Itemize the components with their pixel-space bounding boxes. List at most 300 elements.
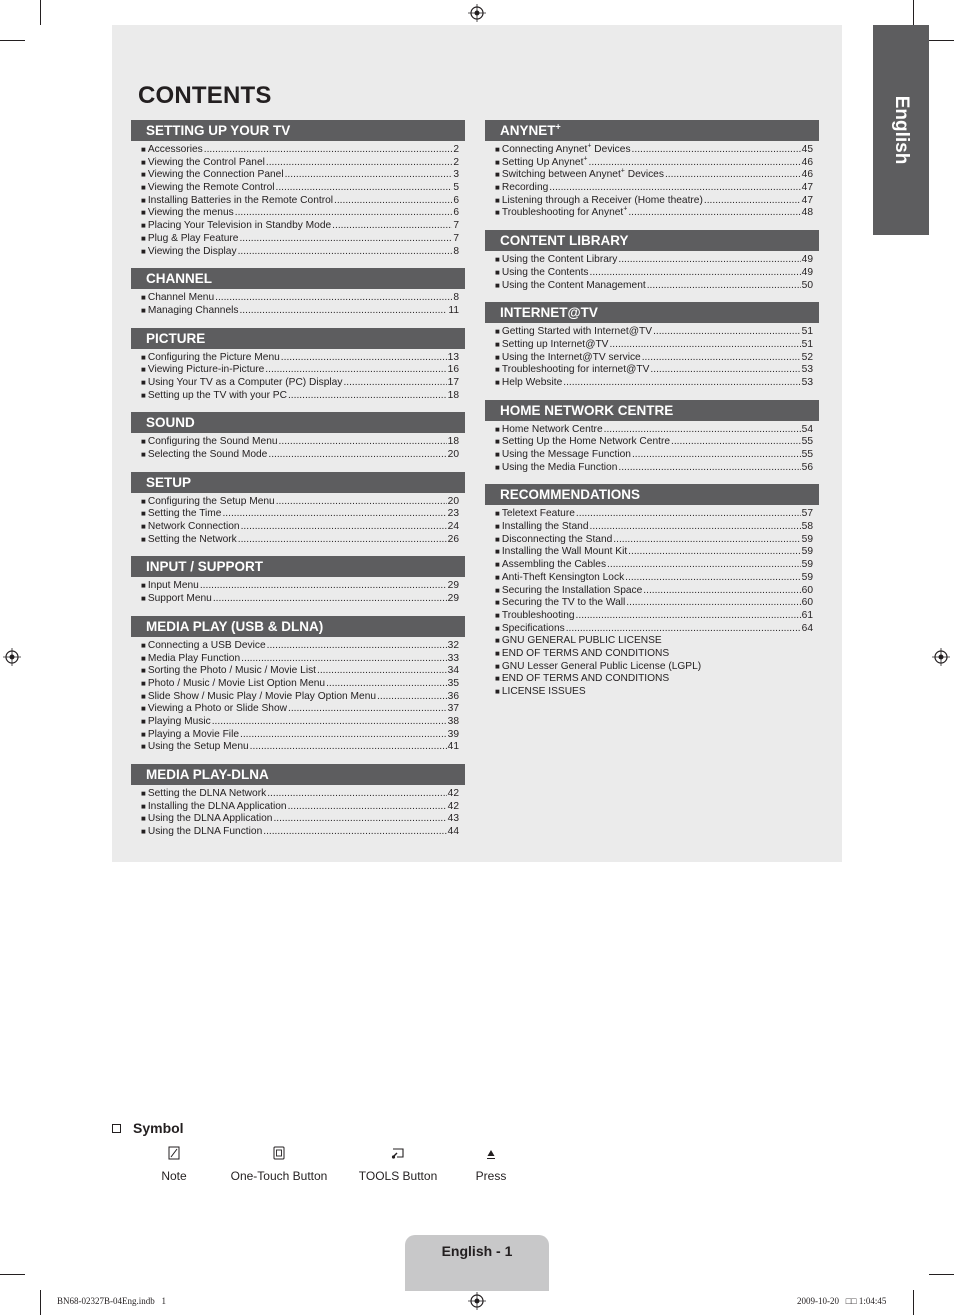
toc-entry <box>495 686 813 699</box>
toc-entry <box>141 593 459 606</box>
toc-entry-label: Placing Your Television in Standby Mode <box>147 220 332 232</box>
toc-entry-label: LICENSE ISSUES <box>501 686 586 697</box>
toc-page-number: 45 <box>801 144 813 155</box>
toc-leader-dots <box>276 182 453 195</box>
toc-leader-dots <box>609 339 800 352</box>
toc-entry <box>495 534 813 547</box>
toc-entry-label: Playing Music <box>147 715 211 727</box>
toc-page-number: 3 <box>453 169 459 181</box>
toc-entry <box>141 508 459 521</box>
toc-entry <box>495 559 813 572</box>
toc-entry-label: Installing Batteries in the Remote Control <box>147 194 334 206</box>
toc-page-number: 18 <box>447 436 459 448</box>
toc-entry-label: Assembling the Cables <box>501 559 607 571</box>
toc-entry-label: Network Connection <box>147 521 240 533</box>
toc-entry <box>141 169 459 182</box>
toc-page-number: 47 <box>801 194 813 206</box>
toc-entry <box>141 220 459 233</box>
symbol-press <box>468 1146 514 1183</box>
square-bullet-icon: ■ <box>141 534 146 544</box>
square-bullet-icon: ■ <box>495 598 500 608</box>
toc-page-number: 18 <box>447 389 459 401</box>
toc-page-number: 36 <box>447 690 459 702</box>
toc-entry <box>141 352 459 365</box>
page-number-label: English - 1 <box>441 1243 513 1259</box>
square-bullet-icon: ■ <box>495 377 500 387</box>
toc-entry <box>141 144 459 157</box>
toc-leader-dots <box>265 364 446 377</box>
toc-page-number: 44 <box>447 826 459 838</box>
square-bullet-icon: ■ <box>495 424 500 434</box>
toc-entry <box>141 580 459 593</box>
toc-leader-dots <box>263 826 446 839</box>
toc-section-heading: CHANNEL <box>131 268 465 289</box>
square-bullet-icon: ■ <box>141 594 146 604</box>
square-bullet-icon: ■ <box>495 547 500 557</box>
toc-entry <box>141 788 459 801</box>
toc-entry-label: Listening through a Receiver (Home theatre) <box>501 194 703 206</box>
toc-page-number: 49 <box>801 266 813 278</box>
one-touch-button-icon <box>273 1146 285 1160</box>
toc-entry-label: Installing the Stand <box>501 521 589 533</box>
toc-leader-dots <box>647 280 801 293</box>
crop-mark <box>40 0 41 25</box>
square-bullet-icon: ■ <box>141 704 146 714</box>
toc-entry-label: Using the Media Function <box>501 461 618 473</box>
square-bullet-icon: ■ <box>495 509 500 519</box>
toc-section <box>485 230 819 292</box>
toc-entry-label: Viewing Picture-in-Picture <box>147 364 265 376</box>
toc-leader-dots <box>239 233 452 246</box>
toc-page-number: 53 <box>801 364 813 376</box>
toc-leader-dots <box>268 449 446 462</box>
toc-entry <box>495 436 813 449</box>
toc-entry-label: Setting the Time <box>147 508 222 520</box>
toc-section <box>131 268 465 317</box>
square-bullet-icon: ■ <box>495 183 500 193</box>
toc-entry <box>141 801 459 814</box>
toc-entry-label: Using the Content Management <box>501 279 646 291</box>
toc-entry-label: Viewing the Control Panel <box>147 156 265 168</box>
toc-entry <box>495 326 813 339</box>
toc-leader-dots <box>241 653 447 666</box>
toc-page-number: 33 <box>447 652 459 664</box>
toc-leader-dots <box>222 508 446 521</box>
toc-list <box>131 496 465 547</box>
toc-entry <box>141 390 459 403</box>
toc-entry-label: Using the DLNA Application <box>147 813 273 825</box>
toc-page-number: 32 <box>447 639 459 651</box>
toc-entry-label: Managing Channels <box>147 304 239 316</box>
toc-entry-label: Viewing the menus <box>147 207 234 219</box>
toc-leader-dots <box>334 195 452 208</box>
toc-list <box>131 352 465 403</box>
square-bullet-icon: ■ <box>141 437 146 447</box>
toc-leader-dots <box>377 691 447 704</box>
toc-entry-label: Setting Up the Home Network Centre <box>501 436 671 448</box>
toc-leader-dots <box>281 352 447 365</box>
crop-mark <box>0 1274 25 1275</box>
toc-entry-label: Securing the TV to the Wall <box>501 597 626 609</box>
toc-list <box>485 508 819 698</box>
square-bullet-icon: ■ <box>141 716 146 726</box>
toc-leader-dots <box>215 292 452 305</box>
toc-section <box>485 120 819 220</box>
registration-mark-icon <box>932 648 950 666</box>
press-icon <box>486 1146 496 1160</box>
toc-page-number: 42 <box>447 788 459 799</box>
symbol-heading-label: Symbol <box>133 1120 184 1136</box>
footer-file-name: BN68-02327B-04Eng.indb 1 <box>57 1296 166 1306</box>
square-bullet-icon: ■ <box>495 450 500 459</box>
square-bullet-icon: ■ <box>141 691 146 701</box>
toc-entry-label: Input Menu <box>147 580 199 592</box>
toc-entry-label: Media Play Function <box>147 652 241 664</box>
toc-entry-label: Viewing a Photo or Slide Show <box>147 703 287 715</box>
toc-page-number: 53 <box>801 376 813 388</box>
toc-section-heading: SOUND <box>131 412 465 433</box>
toc-page-number: 24 <box>447 521 459 533</box>
toc-entry <box>141 813 459 826</box>
toc-leader-dots <box>285 169 453 182</box>
toc-list <box>485 144 819 220</box>
toc-page-number: 59 <box>801 571 813 583</box>
toc-entry <box>141 292 459 305</box>
symbol-note <box>150 1146 198 1183</box>
toc-entry <box>495 648 813 661</box>
toc-entry <box>495 462 813 475</box>
toc-leader-dots <box>200 580 447 593</box>
square-bullet-icon: ■ <box>141 666 146 676</box>
toc-section-heading: HOME NETWORK CENTRE <box>485 400 819 421</box>
square-bullet-icon: ■ <box>141 789 146 798</box>
toc-leader-dots <box>326 678 447 691</box>
square-bullet-icon: ■ <box>495 610 500 620</box>
toc-entry <box>495 424 813 437</box>
toc-entry-label: Accessories <box>147 144 203 155</box>
crop-mark <box>913 0 914 25</box>
square-bullet-icon: ■ <box>141 496 146 506</box>
toc-page-number: 6 <box>453 207 459 219</box>
toc-leader-dots <box>566 623 801 636</box>
toc-entry-label: Installing the DLNA Application <box>147 800 287 812</box>
toc-leader-dots <box>288 390 447 403</box>
toc-entry <box>141 496 459 509</box>
toc-entry-label: Plug & Play Feature <box>147 232 239 244</box>
toc-leader-dots <box>671 436 801 449</box>
toc-entry-label: END OF TERMS AND CONDITIONS <box>501 673 670 685</box>
toc-entry <box>141 207 459 220</box>
toc-section-heading: ANYNET+ <box>485 120 819 141</box>
toc-entry <box>495 254 813 267</box>
toc-entry-label: Using the Content Library <box>501 254 618 266</box>
crop-mark <box>929 1274 954 1275</box>
toc-section <box>131 328 465 403</box>
toc-page-number: 6 <box>453 194 459 206</box>
toc-entry <box>141 653 459 666</box>
toc-page-number: 59 <box>801 533 813 545</box>
language-tab-label: English <box>891 95 912 165</box>
square-bullet-icon: ■ <box>495 687 500 696</box>
toc-page-number: 8 <box>453 292 459 304</box>
toc-leader-dots <box>279 436 447 449</box>
toc-entry-label: Setting up Internet@TV <box>501 338 609 350</box>
toc-entry-label: Slide Show / Music Play / Movie Play Option Menu <box>147 690 377 702</box>
toc-page-number: 42 <box>447 800 459 812</box>
toc-entry-label: GNU Lesser General Public License (LGPL) <box>501 660 702 672</box>
toc-entry-label: Using the DLNA Function <box>147 826 263 838</box>
square-bullet-icon: ■ <box>495 365 500 375</box>
toc-page-number: 49 <box>801 254 813 266</box>
toc-entry-label: Using Your TV as a Computer (PC) Display <box>147 376 343 388</box>
square-bullet-icon: ■ <box>495 339 500 349</box>
toc-page-number: 57 <box>801 508 813 520</box>
toc-section <box>131 764 465 839</box>
toc-entry-label: Getting Started with Internet@TV <box>501 326 653 338</box>
toc-page-number: 50 <box>801 279 813 291</box>
toc-entry <box>141 716 459 729</box>
toc-section-heading: INTERNET@TV <box>485 302 819 323</box>
toc-entry <box>495 352 813 365</box>
toc-entry <box>141 678 459 691</box>
square-bullet-icon: ■ <box>141 390 146 400</box>
toc-entry <box>141 640 459 653</box>
square-bullet-icon: ■ <box>141 581 146 591</box>
toc-section <box>131 472 465 547</box>
toc-entry-label: Support Menu <box>147 593 212 605</box>
toc-entry <box>141 377 459 390</box>
toc-leader-dots <box>650 364 800 377</box>
toc-page-number: 37 <box>447 703 459 715</box>
square-bullet-icon: ■ <box>495 462 500 472</box>
toc-page-number: 64 <box>801 622 813 634</box>
registration-mark-icon <box>3 648 21 666</box>
toc-entry-label: Viewing the Display <box>147 245 237 257</box>
toc-leader-dots <box>266 157 452 170</box>
toc-page-number: 55 <box>801 449 813 460</box>
symbol-heading <box>112 1120 184 1136</box>
symbol-tools <box>352 1146 444 1183</box>
toc-entry-label: Disconnecting the Stand <box>501 533 613 545</box>
toc-page-number: 56 <box>801 461 813 473</box>
toc-section <box>131 616 465 754</box>
toc-entry-label: Connecting Anynet+ Devices <box>501 142 631 155</box>
toc-page-number: 61 <box>801 609 813 621</box>
toc-leader-dots <box>642 352 801 365</box>
toc-section-heading: SETTING UP YOUR TV <box>131 120 465 141</box>
square-bullet-icon: ■ <box>141 509 146 519</box>
contents-right-column <box>485 120 819 709</box>
toc-entry-label: Setting the DLNA Network <box>147 788 267 799</box>
toc-page-number: 43 <box>447 813 459 825</box>
toc-leader-dots <box>590 521 801 534</box>
toc-entry-label: Recording <box>501 182 549 194</box>
toc-entry-label: Installing the Wall Mount Kit <box>501 546 628 558</box>
toc-entry-label: Playing a Movie File <box>147 728 240 740</box>
toc-section-heading: INPUT / SUPPORT <box>131 556 465 577</box>
square-bullet-icon: ■ <box>141 195 146 205</box>
toc-entry <box>141 246 459 259</box>
toc-entry <box>495 597 813 610</box>
toc-page-number: 20 <box>447 495 459 507</box>
toc-entry <box>495 339 813 352</box>
symbol-one-touch <box>223 1146 335 1183</box>
toc-leader-dots <box>626 597 800 610</box>
toc-entry-label: Viewing the Remote Control <box>147 182 275 194</box>
toc-leader-dots <box>267 640 447 653</box>
toc-section <box>131 412 465 461</box>
toc-page-number: 5 <box>453 182 459 194</box>
crop-mark <box>929 40 954 41</box>
toc-page-number: 60 <box>801 597 813 609</box>
square-bullet-icon: ■ <box>141 305 146 315</box>
toc-leader-dots <box>704 195 801 208</box>
toc-section-heading: SETUP <box>131 472 465 493</box>
toc-leader-dots <box>288 801 447 814</box>
toc-page-number: 13 <box>447 351 459 363</box>
toc-leader-dots <box>590 267 801 280</box>
toc-page-number: 34 <box>447 665 459 677</box>
toc-entry <box>495 635 813 648</box>
toc-leader-dots <box>250 741 447 754</box>
toc-entry <box>495 521 813 534</box>
toc-entry <box>141 449 459 462</box>
square-bullet-icon: ■ <box>495 280 500 290</box>
toc-entry <box>495 144 813 157</box>
square-bullet-icon: ■ <box>141 729 146 739</box>
square-bullet-icon: ■ <box>141 678 146 688</box>
toc-section <box>485 302 819 389</box>
toc-entry <box>495 364 813 377</box>
toc-list <box>131 580 465 605</box>
square-bullet-icon: ■ <box>141 522 146 532</box>
toc-entry-label: Selecting the Sound Mode <box>147 449 268 460</box>
toc-leader-dots <box>317 665 447 678</box>
page-number-badge <box>405 1235 549 1291</box>
toc-page-number: 29 <box>447 580 459 592</box>
toc-list <box>485 326 819 389</box>
toc-entry-label: Setting the Network <box>147 533 237 545</box>
square-bullet-icon: ■ <box>495 208 500 218</box>
toc-entry <box>495 546 813 559</box>
toc-list <box>131 436 465 461</box>
toc-leader-dots <box>576 610 801 623</box>
checkbox-square-icon <box>112 1124 121 1133</box>
square-bullet-icon: ■ <box>141 653 146 663</box>
square-bullet-icon: ■ <box>495 572 500 582</box>
toc-entry-label: Home Network Centre <box>501 423 603 435</box>
toc-leader-dots <box>235 207 453 220</box>
square-bullet-icon: ■ <box>141 450 146 459</box>
toc-entry-label: Specifications <box>501 622 565 634</box>
square-bullet-icon: ■ <box>141 246 146 256</box>
symbol-note-label: Note <box>161 1169 187 1183</box>
toc-leader-dots <box>239 305 447 318</box>
square-bullet-icon: ■ <box>141 157 146 167</box>
toc-entry <box>141 534 459 547</box>
toc-leader-dots <box>607 559 801 572</box>
toc-section <box>485 400 819 475</box>
toc-leader-dots <box>343 377 446 390</box>
crop-mark <box>913 1290 914 1315</box>
toc-leader-dots <box>604 424 801 437</box>
toc-entry-label: Troubleshooting for internet@TV <box>501 364 650 376</box>
toc-leader-dots <box>332 220 452 233</box>
toc-entry-label: GNU GENERAL PUBLIC LICENSE <box>501 635 662 647</box>
page-title: CONTENTS <box>138 82 272 109</box>
toc-leader-dots <box>618 254 800 267</box>
toc-entry <box>495 195 813 208</box>
toc-page-number: 7 <box>453 220 459 232</box>
toc-entry-label: Help Website <box>501 376 563 388</box>
toc-leader-dots <box>643 585 800 598</box>
toc-page-number: 26 <box>447 533 459 545</box>
toc-entry-label: Using the Setup Menu <box>147 741 249 753</box>
toc-entry-label: Photo / Music / Movie List Option Menu <box>147 677 326 689</box>
tools-button-icon <box>391 1146 405 1160</box>
square-bullet-icon: ■ <box>141 293 146 303</box>
toc-page-number: 48 <box>801 207 813 219</box>
registration-mark-icon <box>468 4 486 22</box>
toc-leader-dots <box>628 546 800 559</box>
toc-list <box>485 254 819 292</box>
toc-leader-dots <box>212 716 447 729</box>
toc-entry-label: Anti-Theft Kensington Lock <box>501 571 625 583</box>
toc-leader-dots <box>238 246 453 259</box>
toc-page-number: 38 <box>447 715 459 727</box>
toc-entry-label: Using the Contents <box>501 266 589 278</box>
toc-section-heading: PICTURE <box>131 328 465 349</box>
toc-entry <box>141 436 459 449</box>
toc-entry <box>495 267 813 280</box>
square-bullet-icon: ■ <box>495 534 500 544</box>
square-bullet-icon: ■ <box>495 648 500 658</box>
toc-leader-dots <box>238 534 447 547</box>
toc-leader-dots <box>632 449 801 462</box>
square-bullet-icon: ■ <box>141 352 146 362</box>
footer-timestamp: 2009-10-20 □□ 1:04:45 <box>797 1296 887 1306</box>
toc-entry <box>495 169 813 182</box>
square-bullet-icon: ■ <box>495 585 500 595</box>
toc-entry <box>495 377 813 390</box>
toc-entry <box>141 233 459 246</box>
language-tab <box>873 25 929 235</box>
toc-entry <box>141 826 459 839</box>
toc-entry <box>495 182 813 195</box>
toc-entry <box>141 182 459 195</box>
square-bullet-icon: ■ <box>495 661 500 671</box>
toc-entry <box>495 572 813 585</box>
toc-leader-dots <box>240 729 447 742</box>
toc-entry-label: Troubleshooting for Anynet+ <box>501 206 628 219</box>
toc-entry-label: Configuring the Sound Menu <box>147 436 278 448</box>
square-bullet-icon: ■ <box>495 255 500 265</box>
toc-leader-dots <box>213 593 447 606</box>
toc-page-number: 16 <box>447 364 459 376</box>
square-bullet-icon: ■ <box>141 183 146 193</box>
square-bullet-icon: ■ <box>495 327 500 337</box>
toc-entry <box>141 195 459 208</box>
toc-entry <box>495 661 813 674</box>
toc-entry <box>495 207 813 220</box>
square-bullet-icon: ■ <box>141 233 146 243</box>
toc-leader-dots <box>241 521 447 534</box>
toc-leader-dots <box>628 207 800 220</box>
toc-entry <box>495 673 813 686</box>
toc-leader-dots <box>563 377 800 390</box>
registration-mark-icon <box>468 1292 486 1310</box>
toc-entry <box>495 508 813 521</box>
